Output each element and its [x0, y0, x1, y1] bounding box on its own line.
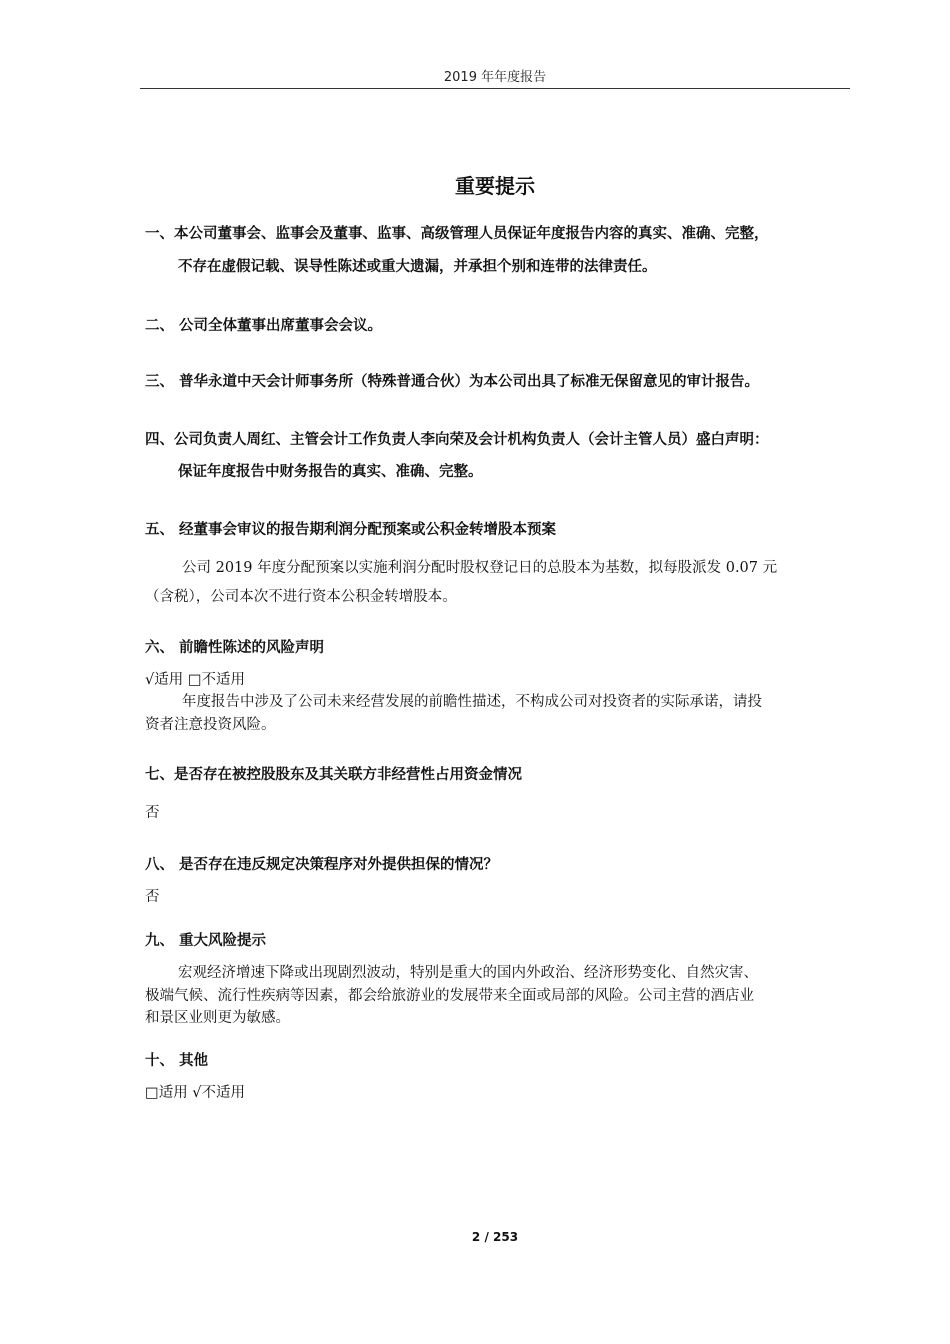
section-4-line-2: 保证年度报告中财务报告的真实、准确、完整。	[178, 464, 483, 480]
section-4-line-1: 四、公司负责人周红、主管会计工作负责人李向荣及会计机构负责人（会计主管人员）盛白声明：	[145, 432, 769, 448]
section-6-applicability: √适用 □不适用	[145, 672, 246, 688]
section-6-body-2: 资者注意投资风险。	[145, 717, 276, 733]
section-9-body-3: 和景区业则更为敏感。	[145, 1010, 290, 1026]
running-header: 2019 年年度报告	[443, 70, 547, 85]
section-3: 三、 普华永道中天会计师事务所（特殊普通合伙）为本公司出具了标准无保留意见的审计报告。	[145, 374, 760, 390]
section-2: 二、 公司全体董事出席董事会会议。	[145, 318, 383, 334]
section-9-body-1: 宏观经济增速下降或出现剧烈波动，特别是重大的国内外政治、经济形势变化、自然灾害、	[178, 965, 758, 981]
section-8-heading: 八、 是否存在违反规定决策程序对外提供担保的情况？	[145, 857, 499, 873]
section-1-line-1: 一、本公司董事会、监事会及董事、监事、高级管理人员保证年度报告内容的真实、准确、完整，	[145, 226, 769, 242]
section-6-heading: 六、 前瞻性陈述的风险声明	[145, 640, 325, 656]
section-1-line-2: 不存在虚假记载、误导性陈述或重大遗漏，并承担个别和连带的法律责任。	[178, 259, 657, 275]
header-rule	[140, 88, 850, 89]
section-7-heading: 七、是否存在被控股股东及其关联方非经营性占用资金情况	[145, 767, 522, 783]
page-number: 2 / 253	[471, 1230, 519, 1244]
section-8-answer: 否	[145, 889, 160, 905]
section-6-body-1: 年度报告中涉及了公司未来经营发展的前瞻性描述，不构成公司对投资者的实际承诺，请投	[182, 694, 762, 710]
section-10-applicability: □适用 √不适用	[145, 1085, 246, 1101]
page-title: 重要提示	[455, 174, 535, 198]
section-5-body-2: （含税），公司本次不进行资本公积金转增股本。	[145, 589, 457, 605]
section-10-heading: 十、 其他	[145, 1053, 209, 1069]
section-9-body-2: 极端气候、流行性疾病等因素，都会给旅游业的发展带来全面或局部的风险。公司主营的酒店业	[145, 988, 754, 1004]
section-9-heading: 九、 重大风险提示	[145, 933, 267, 949]
section-7-answer: 否	[145, 805, 160, 821]
section-5-heading: 五、 经董事会审议的报告期利润分配预案或公积金转增股本预案	[145, 522, 557, 538]
section-5-body-1: 公司 2019 年度分配预案以实施利润分配时股权登记日的总股本为基数，拟每股派发 0.07 元	[182, 560, 778, 576]
